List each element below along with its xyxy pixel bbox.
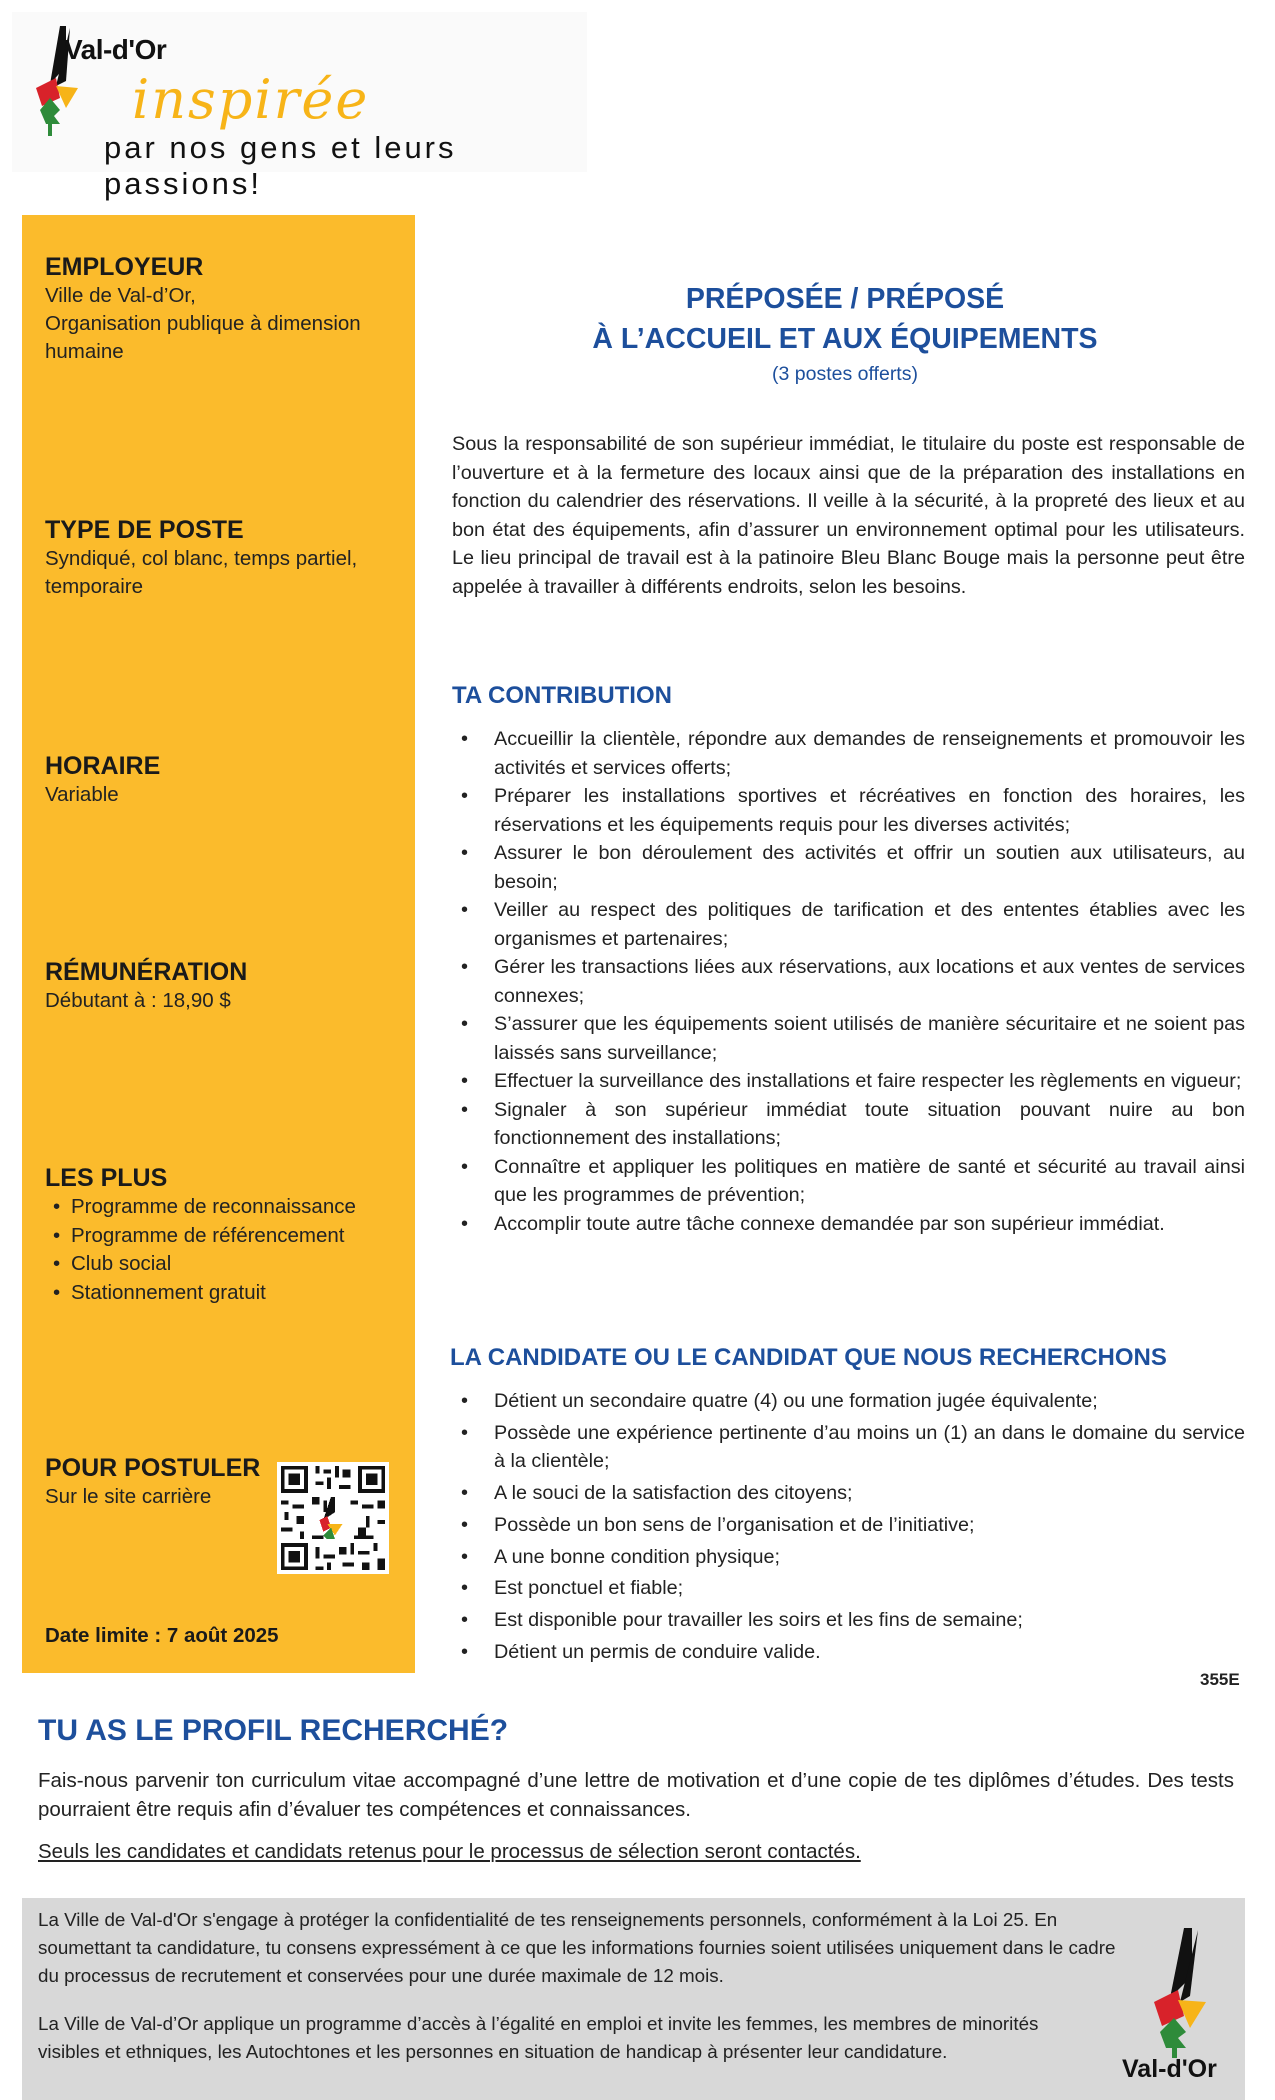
list-item: • S’assurer que les équipements soient utilisés de manière sécuritaire et ne soient pas laissés sans surveillance; [452, 1010, 1245, 1067]
list-item: • Possède un bon sens de l’organisation et de l’initiative; [452, 1511, 1245, 1540]
apply-text: Sur le site carrière [45, 1485, 212, 1508]
brand-name: Val-d'Or [64, 34, 167, 65]
schedule-section [45, 752, 405, 809]
list-item: • A le souci de la satisfaction des citoyens; [452, 1479, 1245, 1508]
job-type-line: Syndiqué, col blanc, temps partiel, [45, 547, 358, 570]
privacy-notice: La Ville de Val-d'Or s'engage à protéger la confidentialité de tes renseignements personnels, conformément à la Loi 25. En soumettant ta candidature, tu consens expressément à ce que les informations fournies soient utilisées uniquement dans le cadre du processus de recrutement et conservées pour une durée maximale de 12 mois. [38, 1909, 1116, 1986]
candidate-heading: LA CANDIDATE OU LE CANDIDAT QUE NOUS RECHERCHONS [450, 1344, 1167, 1371]
list-item: • Détient un secondaire quatre (4) ou une formation jugée équivalente; [452, 1387, 1245, 1416]
list-item: • Détient un permis de conduire valide. [452, 1638, 1245, 1667]
apply-section [45, 1454, 275, 1511]
list-item: • Assurer le bon déroulement des activités et offrir un soutien aux utilisateurs, au besoin; [452, 839, 1245, 896]
list-item: • Effectuer la surveillance des installations et faire respecter les règlements en vigueur; [452, 1067, 1245, 1096]
list-item: • Possède une expérience pertinente d’au moins un (1) an dans le domaine du service à la clientèle; [452, 1419, 1245, 1476]
salary-heading: RÉMUNÉRATION [45, 958, 248, 986]
list-item: • Connaître et appliquer les politiques en matière de santé et sécurité au travail ainsi que les programmes de prévention; [452, 1153, 1245, 1210]
apply-heading: POUR POSTULER [45, 1454, 261, 1482]
perk-item: • Stationnement gratuit [45, 1279, 405, 1308]
list-item: • Accomplir toute autre tâche connexe demandée par son supérieur immédiat. [452, 1210, 1245, 1239]
employer-line: humaine [45, 340, 124, 363]
job-type-line: temporaire [45, 575, 143, 598]
profile-heading: TU AS LE PROFIL RECHERCHÉ? [38, 1714, 509, 1747]
job-description: Sous la responsabilité de son supérieur immédiat, le titulaire du poste est responsable de l’ouverture et à la fermeture des locaux ainsi que de la préparation des installations en fonction du calendrier des réservations. Il veille à la sécurité, à la propreté des lieux et au bon état des équipements, afin d’assurer un environnement optimal pour les utilisateurs. Le lieu principal de travail est à la patinoire Bleu Blanc Bouge mais la personne peut être appelée à travailler à différents endroits, selon les besoins. [452, 433, 1245, 598]
contribution-heading: TA CONTRIBUTION [452, 682, 672, 709]
list-item: • Accueillir la clientèle, répondre aux demandes de renseignements et promouvoir les activités et services offerts; [452, 725, 1245, 782]
perks-list [45, 1193, 405, 1307]
salary-value: Débutant à : 18,90 $ [45, 989, 231, 1012]
qr-code-icon[interactable] [277, 1462, 389, 1574]
perk-item: • Programme de reconnaissance [45, 1193, 405, 1222]
brand-inspiree: inspirée [132, 68, 370, 131]
perk-item: • Club social [45, 1250, 405, 1279]
equity-notice: La Ville de Val-d’Or applique un programme d’accès à l’égalité en emploi et invite les femmes, les membres de minorités visibles et ethniques, les Autochtones et les personnes en situation de handicap à présenter leur candidature. [38, 2013, 1039, 2062]
list-item: • Signaler à son supérieur immédiat toute situation pouvant nuire au bon fonctionnement des installations; [452, 1096, 1245, 1153]
header-logo [12, 12, 587, 201]
employer-line: Ville de Val-d’Or, [45, 284, 196, 307]
list-item: • Est ponctuel et fiable; [452, 1574, 1245, 1603]
brand-tagline: par nos gens et leurs passions! [104, 130, 457, 201]
employer-section [45, 253, 405, 366]
employer-heading: EMPLOYEUR [45, 253, 204, 281]
list-item: • Veiller au respect des politiques de tarification et des ententes établies avec les organismes et partenaires; [452, 896, 1245, 953]
schedule-value: Variable [45, 783, 119, 806]
list-item: • Préparer les installations sportives et récréatives en fonction des horaires, les réservations et les équipements requis pour les diverses activités; [452, 782, 1245, 839]
contribution-list [452, 725, 1245, 1238]
salary-section [45, 958, 405, 1015]
job-type-section [45, 516, 405, 601]
perks-section [45, 1164, 405, 1307]
list-item: • Est disponible pour travailler les soirs et les fins de semaine; [452, 1606, 1245, 1635]
positions-count: (3 postes offerts) [772, 363, 918, 385]
employer-line: Organisation publique à dimension [45, 312, 361, 335]
reference-code: 355E [1200, 1670, 1240, 1689]
schedule-heading: HORAIRE [45, 752, 161, 780]
perks-heading: LES PLUS [45, 1164, 168, 1192]
footer-brand-name: Val-d'Or [1122, 2055, 1217, 2083]
list-item: • A une bonne condition physique; [452, 1543, 1245, 1572]
selection-note: Seuls les candidates et candidats retenus pour le processus de sélection seront contactés. [38, 1840, 861, 1863]
job-type-heading: TYPE DE POSTE [45, 516, 244, 544]
list-item: • Gérer les transactions liées aux réservations, aux locations et aux ventes de services connexes; [452, 953, 1245, 1010]
candidate-list [452, 1387, 1245, 1670]
perk-item: • Programme de référencement [45, 1222, 405, 1251]
job-title-line2: À L’ACCUEIL ET AUX ÉQUIPEMENTS [592, 323, 1098, 355]
job-title-line1: PRÉPOSÉE / PRÉPOSÉ [685, 283, 1005, 315]
profile-text: Fais-nous parvenir ton curriculum vitae accompagné d’une lettre de motivation et d’une copie de tes diplômes d’études. Des tests pourraient être requis afin d’évaluer tes compétences et connaissances. [38, 1769, 1234, 1821]
application-deadline: Date limite : 7 août 2025 [45, 1624, 279, 1647]
